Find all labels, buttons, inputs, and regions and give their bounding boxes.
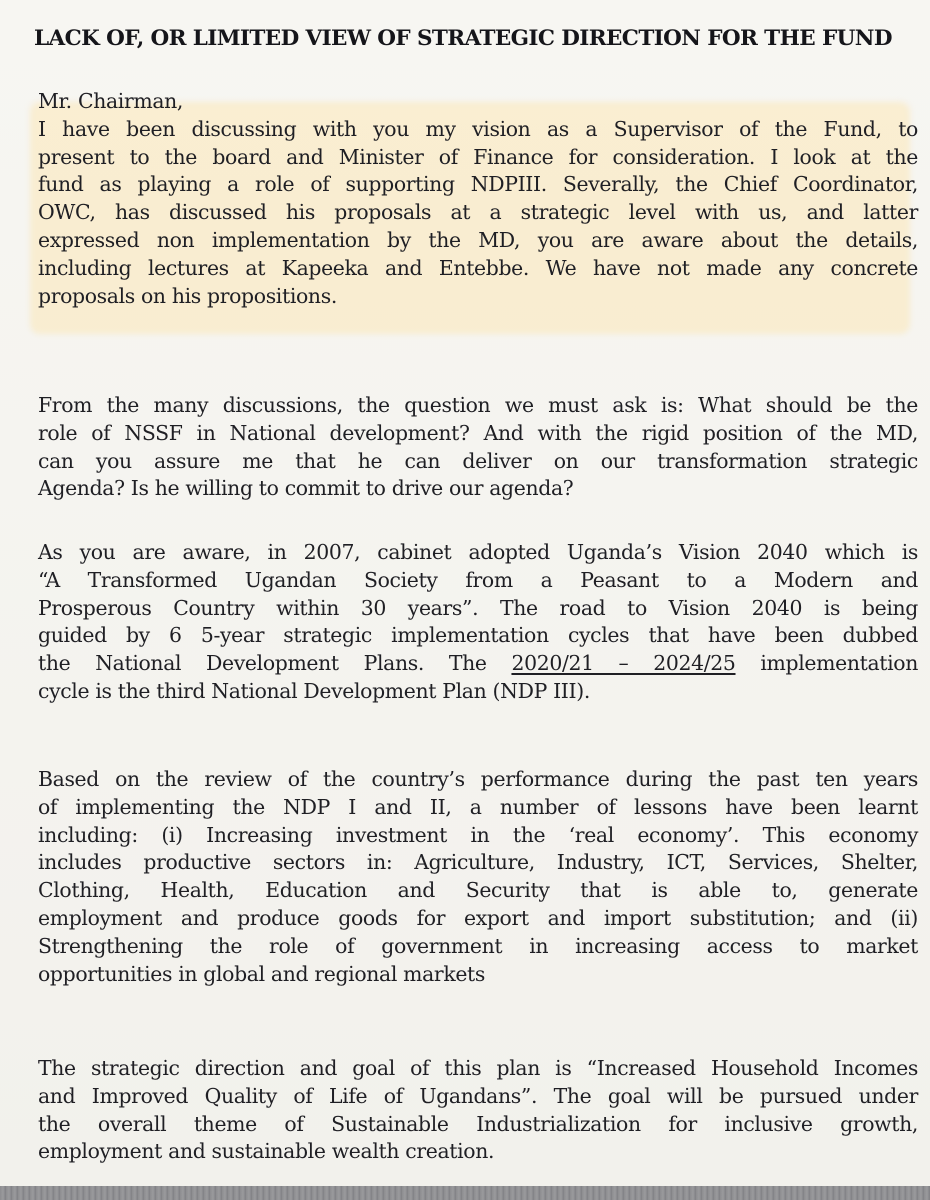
paragraph-line: As you are aware, in 2007, cabinet adopted Uganda’s Vision 2040 which is — [38, 540, 918, 564]
section-title: LACK OF, OR LIMITED VIEW OF STRATEGIC DIRECTION FOR THE FUND — [34, 26, 892, 51]
paragraph-line: I have been discussing with you my vision as a Supervisor of the Fund, to — [38, 116, 918, 141]
paragraph-3 — [38, 539, 918, 706]
paragraph-line: can you assure me that he can deliver on our transformation strategic — [38, 448, 918, 473]
paragraph-line: present to the board and Minister of Finance for consideration. I look at the — [38, 144, 918, 169]
paragraph-line: the overall theme of Sustainable Industrialization for inclusive growth, — [38, 1111, 918, 1136]
paragraph-line: including: (i) Increasing investment in the ‘real economy’. This economy — [38, 822, 918, 847]
paragraph-line: expressed non implementation by the MD, you are aware about the details, — [38, 227, 918, 252]
paragraph-5 — [38, 1055, 918, 1166]
paragraph-line: proposals on his propositions. — [38, 283, 337, 308]
paragraph-line: opportunities in global and regional markets — [38, 961, 486, 986]
paragraph-line: including lectures at Kapeeka and Entebbe. We have not made any concrete — [38, 255, 918, 280]
paragraph-line: cycle is the third National Development Plan (NDP III). — [38, 678, 590, 703]
line-segment: the National Development Plans. The — [38, 651, 512, 676]
paragraph-line: employment and sustainable wealth creation. — [38, 1139, 495, 1164]
line-segment: implementation — [735, 651, 918, 676]
paragraph-line — [38, 650, 918, 678]
paragraph-line: The strategic direction and goal of this plan is “Increased Household Incomes — [38, 1056, 918, 1080]
paragraph-line: “A Transformed Ugandan Society from a Peasant to a Modern and — [38, 567, 918, 592]
paragraph-line: OWC, has discussed his proposals at a strategic level with us, and latter — [38, 200, 918, 225]
paragraph-line: includes productive sectors in: Agriculture, Industry, ICT, Services, Shelter, — [38, 850, 918, 875]
paragraph-1 — [38, 88, 918, 310]
scan-edge — [0, 1186, 930, 1200]
paragraph-line: Strengthening the role of government in increasing access to market — [38, 933, 918, 958]
paragraph-line: Agenda? Is he willing to commit to drive our agenda? — [38, 476, 574, 501]
paragraph-line: From the many discussions, the question we must ask is: What should be the — [38, 393, 918, 417]
paragraph-line: Mr. Chairman, — [38, 89, 184, 113]
paragraph-line: employment and produce goods for export and import substitution; and (ii) — [38, 905, 918, 930]
paragraph-line: guided by 6 5-year strategic implementation cycles that have been dubbed — [38, 623, 918, 648]
paragraph-line: Prosperous Country within 30 years”. The road to Vision 2040 is being — [38, 595, 918, 620]
paragraph-line: Based on the review of the country’s performance during the past ten years — [38, 767, 918, 791]
paragraph-2 — [38, 392, 918, 503]
paragraph-line: role of NSSF in National development? And with the rigid position of the MD, — [38, 420, 918, 445]
paragraph-line: fund as playing a role of supporting NDPIII. Severally, the Chief Coordinator, — [38, 172, 918, 197]
paragraph-line: Clothing, Health, Education and Security that is able to, generate — [38, 878, 918, 903]
underlined-period: 2020/21 – 2024/25 — [511, 651, 736, 676]
paragraph-line: of implementing the NDP I and II, a number of lessons have been learnt — [38, 794, 918, 819]
paragraph-4 — [38, 766, 918, 988]
paragraph-line: and Improved Quality of Life of Ugandans”. The goal will be pursued under — [38, 1083, 918, 1108]
